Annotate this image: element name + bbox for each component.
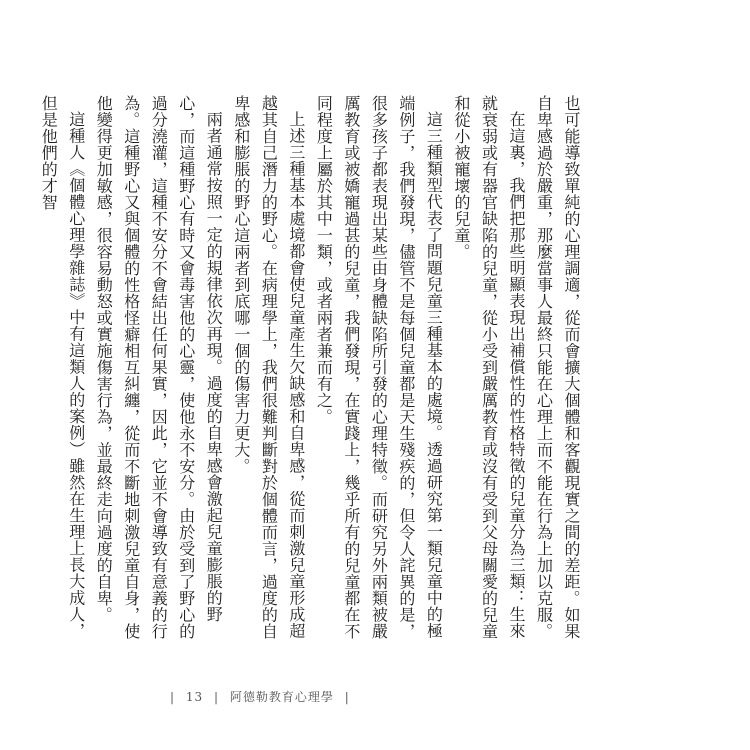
footer-right-bar: | [344,690,350,704]
paragraph-3: 這三種類型代表了問題兒童三種基本的處境。透過研究第一類兒童中的極端例子，我們發現，儘管不是每個兒童都是天生殘疾的，但令人詫異的是，很多孩子都表現出某些由身體缺陷所引發的心理特徵。而研究另外兩類被嚴厲教育或被嬌寵過甚的兒童，我們發現，在實踐上，幾乎所有的兒童都在不同程度上屬於其中一類，或者兩者兼而有之。 [314,95,444,640]
paragraph-4: 上述三種基本處境都會使兒童產生欠缺感和自卑感，從而刺激兒童形成超越其自己潛力的野心。在病理學上，我們很難判斷對於個體而言，過度的自卑感和膨脹的野心這兩者到底哪一個的傷害力更大。 [231,95,306,640]
paragraph-5: 兩者通常按照一定的規律依次再現。過度的自卑感會激起兒童膨脹的野心，而這種野心有時又會毒害他的心靈，使他永不安分。由於受到了野心的過分澆灌，這種不安分不會結出任何果實，因此，它並不會導致有意義的行為。這種野心又與個體的性格怪癖相互糾纏，從而不斷地刺激兒童自身，使他變得更加敏感，很容易動怒或實施傷害行為，並最終走向過度的自卑。 [94,95,224,640]
page-number: 13 [185,690,204,704]
footer-left-bar: | [170,690,176,704]
body-text [39,95,585,655]
page-footer [0,688,750,712]
paragraph-6: 這種人《個體心理學雜誌》中有這類人的案例）雖然在生理上長大成人，但是他們的才智 [39,95,86,639]
paragraph-1: 也可能導致單純的心理調適，從而會擴大個體和客觀現實之間的差距。如果自卑感過於嚴重，那麼當事人最終只能在心理上而不能在行為上加以克服。 [534,95,581,640]
footer-middle-bar: | [213,690,220,704]
paragraph-2: 在這裏，我們把那些明顯表現出補償性的性格特徵的兒童分為三類：生來就衰弱或有器官缺陷的兒童，從小受到嚴厲教育或沒有受到父母關愛的兒童和從小被寵壞的兒童。 [451,95,526,640]
footer-line [170,688,350,705]
book-title: 阿德勒教育心理學 [229,690,334,704]
